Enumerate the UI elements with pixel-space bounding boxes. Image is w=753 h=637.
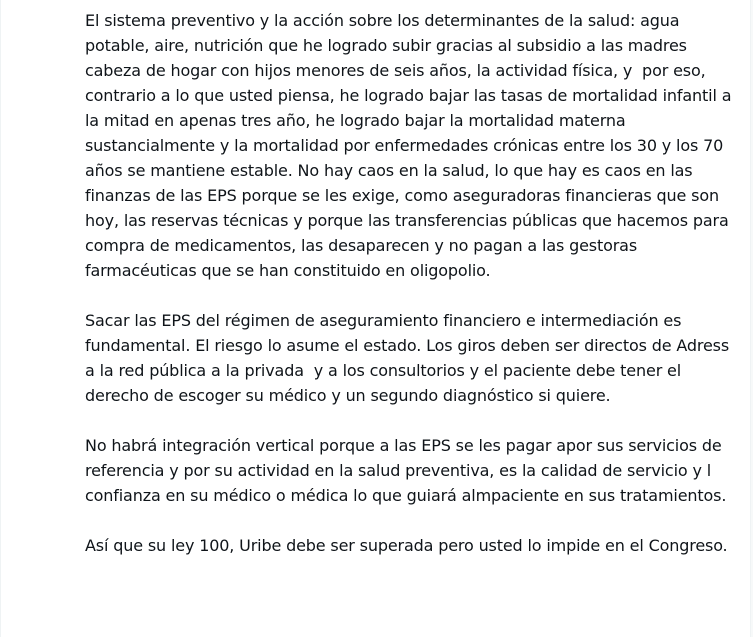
post-paragraph-1: El sistema preventivo y la acción sobre los determinantes de la salud: agua potable, aire, nutrición que he logrado subir gracias al subsidio a las madres cabeza de hogar con hijos menores de seis años, la actividad física, y por eso, contrario a lo que usted piensa, he logrado bajar las tasas de mortalidad infantil a la mitad en apenas tres año, he logrado bajar la mortalidad materna sustancialmente y la mortalidad por enfermedades crónicas entre los 30 y los 70 años se mantiene estable. No hay caos en la salud, lo que hay es caos en las finanzas de las EPS porque se les exige, como aseguradoras financieras que son hoy, las reservas técnicas y porque las transferencias públicas que hacemos para compra de medicamentos, las desaparecen y no pagan a las gestoras farmacéuticas que se han constituido en oligopolio.: [85, 11, 737, 280]
post-paragraph-3: No habrá integración vertical porque a las EPS se les pagar apor sus servicios de referencia y por su actividad en la salud preventiva, es la calidad de servicio y l confianza en su médico o médica lo que guiará almpaciente en sus tratamientos.: [85, 436, 727, 505]
post-paragraph-2: Sacar las EPS del régimen de aseguramiento financiero e intermediación es fundamental. El riesgo lo asume el estado. Los giros deben ser directos de Adress a la red pública a la privada y a los consultorios y el paciente debe tener el derecho de escoger su médico y un segundo diagnóstico si quiere.: [85, 311, 734, 405]
post-text: [85, 8, 737, 558]
post-paragraph-4: Así que su ley 100, Uribe debe ser superada pero usted lo impide en el Congreso.: [85, 536, 728, 555]
